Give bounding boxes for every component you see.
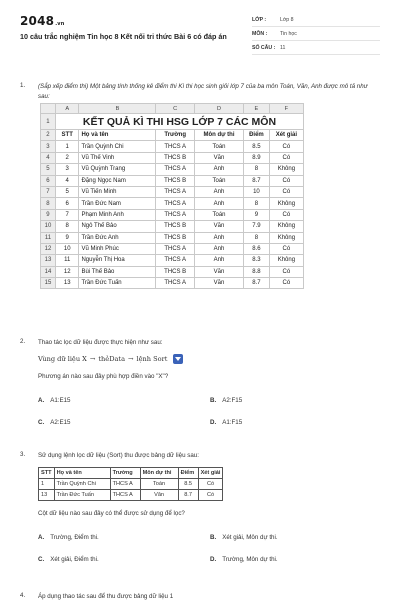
header-cell: Môn dự thi: [140, 468, 178, 479]
option-a[interactable]: [38, 396, 70, 406]
option-text: Trường, Điểm thi.: [50, 534, 99, 541]
row-number: 8: [41, 198, 56, 209]
table-cell: Có: [269, 266, 303, 277]
table-cell: Nguyễn Thị Hoa: [79, 255, 156, 266]
row-number: 11: [41, 232, 56, 243]
table-cell: 2: [55, 152, 79, 163]
table-cell: 11: [55, 255, 79, 266]
table-cell: Có: [269, 278, 303, 289]
column-letter: A: [55, 104, 79, 114]
table-cell: Anh: [194, 243, 243, 254]
table-cell: Có: [269, 141, 303, 152]
table-cell: 8.8: [244, 266, 270, 277]
option-label: B.: [210, 534, 217, 541]
row-number: 1: [41, 114, 56, 130]
option-text: A2:F15: [222, 397, 243, 404]
table-cell: Không: [269, 198, 303, 209]
table-cell: 8: [244, 232, 270, 243]
table-cell: Văn: [194, 221, 243, 232]
table-cell: Toán: [194, 175, 243, 186]
table-cell: 8.9: [244, 152, 270, 163]
question-prompt: Phương án nào sau đây phù hợp điền vào "X"?: [38, 373, 169, 380]
table-cell: 9: [244, 209, 270, 220]
header-cell: Họ và tên: [54, 468, 110, 479]
table-cell: 4: [55, 175, 79, 186]
sorted-table-body: [39, 479, 223, 501]
table-cell: Trần Đức Tuấn: [54, 490, 110, 501]
table-cell: THCS B: [156, 266, 194, 277]
table-cell: Phạm Minh Anh: [79, 209, 156, 220]
document-title: 10 câu trắc nghiệm Tin học 8 Kết nối tri thức Bài 6 có đáp án: [20, 32, 227, 41]
answer-options: [38, 525, 378, 573]
header-cell: STT: [39, 468, 55, 479]
table-cell: 13: [39, 490, 55, 501]
sorted-table-header: [39, 468, 223, 479]
table-cell: Toán: [194, 141, 243, 152]
table-cell: Toán: [194, 209, 243, 220]
header-cell: Xét giải: [269, 130, 303, 141]
option-text: Trường, Môn dự thi.: [222, 556, 278, 563]
option-text: Xét giải, Điểm thi.: [50, 556, 99, 563]
step-text: thẻData: [98, 355, 126, 363]
option-label: A.: [38, 397, 45, 404]
table-cell: Anh: [194, 232, 243, 243]
sorted-table: [38, 467, 223, 501]
row-number: 3: [41, 141, 56, 152]
table-cell: Văn: [194, 152, 243, 163]
row-number: 13: [41, 255, 56, 266]
table-row: [39, 490, 223, 501]
table-cell: Có: [269, 152, 303, 163]
table-cell: Bùi Thế Bảo: [79, 266, 156, 277]
logo-text: 2048: [20, 14, 55, 28]
table-cell: 8.3: [244, 255, 270, 266]
row-number: 7: [41, 186, 56, 197]
table-cell: Trần Đức Tuấn: [79, 278, 156, 289]
option-c[interactable]: [38, 418, 70, 428]
meta-value: Lớp 8: [280, 16, 294, 23]
table-row: [41, 186, 304, 197]
table-cell: 1: [55, 141, 79, 152]
table-row: [41, 266, 304, 277]
spreadsheet-table: [40, 103, 304, 289]
table-cell: 8: [244, 164, 270, 175]
option-b[interactable]: [210, 533, 278, 543]
table-cell: Không: [269, 221, 303, 232]
table-cell: 8.7: [244, 278, 270, 289]
table-cell: 5: [55, 186, 79, 197]
operation-steps: [38, 354, 378, 364]
meta-key: MÔN :: [252, 30, 268, 37]
table-cell: Có: [269, 175, 303, 186]
meta-value: Tin học: [280, 30, 297, 37]
option-label: C.: [38, 556, 45, 563]
header-cell: STT: [55, 130, 79, 141]
question-body: [38, 451, 378, 573]
table-row: [41, 152, 304, 163]
table-cell: THCS A: [156, 164, 194, 175]
table-cell: 13: [55, 278, 79, 289]
header-cell: Trường: [110, 468, 140, 479]
table-cell: Có: [269, 186, 303, 197]
meta-key: LỚP :: [252, 16, 267, 23]
table-cell: Có: [269, 209, 303, 220]
table-cell: THCS A: [110, 490, 140, 501]
question-text: Sử dụng lệnh lọc dữ liệu (Sort) thu được bảng dữ liệu sau:: [38, 452, 199, 459]
question-text: Áp dụng thao tác sau để thu được bảng dữ liệu 1: [38, 593, 174, 600]
table-cell: Anh: [194, 164, 243, 175]
column-letter: E: [244, 104, 270, 114]
question-number: 4.: [20, 592, 26, 599]
header-cell: Xét giải: [198, 468, 223, 479]
site-logo[interactable]: [20, 14, 65, 28]
row-number: 4: [41, 152, 56, 163]
header-cell: Môn dự thi: [194, 130, 243, 141]
logo-suffix: .vn: [55, 21, 65, 27]
table-cell: 8.6: [244, 243, 270, 254]
option-label: D.: [210, 419, 217, 426]
table-row: [41, 164, 304, 175]
table-cell: Trần Quỳnh Chi: [54, 479, 110, 490]
table-cell: Văn: [194, 266, 243, 277]
table-cell: Văn: [194, 278, 243, 289]
option-label: D.: [210, 556, 217, 563]
table-cell: 12: [55, 266, 79, 277]
table-cell: 10: [244, 186, 270, 197]
table-cell: THCS A: [156, 141, 194, 152]
table-row: [41, 278, 304, 289]
table-cell: 9: [55, 232, 79, 243]
table-cell: Có: [198, 490, 223, 501]
option-text: A1:E15: [50, 397, 71, 404]
meta-row-subject: [252, 27, 380, 41]
sheet-body: [41, 141, 304, 289]
table-cell: 8.7: [178, 490, 198, 501]
meta-key: SỐ CÂU :: [252, 44, 276, 51]
table-cell: Trần Quỳnh Chi: [79, 141, 156, 152]
table-row: [41, 198, 304, 209]
question-text: (Sắp xếp điểm thi) Một bảng tính thống kê điểm thi Kì thi học sinh giỏi lớp 7 của ba môn Toán, Văn, Anh được mô tả như sau:: [38, 83, 368, 100]
table-row: [41, 141, 304, 152]
option-text: Xét giải, Môn dự thi.: [222, 534, 278, 541]
question-text: Thao tác lọc dữ liệu được thực hiện như sau:: [38, 339, 163, 346]
option-text: A1:F15: [222, 419, 243, 426]
row-number: 12: [41, 243, 56, 254]
table-cell: 7: [55, 209, 79, 220]
option-label: B.: [210, 397, 217, 404]
question-number: 2.: [20, 338, 26, 345]
corner-cell: [41, 104, 56, 114]
row-number: 9: [41, 209, 56, 220]
option-text: A2:E15: [50, 419, 71, 426]
table-row: [41, 243, 304, 254]
table-cell: 3: [55, 164, 79, 175]
step-text: lệnh Sort: [136, 355, 168, 363]
step-text: Vùng dữ liệu X: [38, 355, 87, 363]
arrow-right-icon: →: [128, 355, 134, 363]
meta-value: 11: [280, 44, 286, 51]
table-cell: THCS A: [156, 186, 194, 197]
table-cell: THCS B: [156, 175, 194, 186]
table-cell: 8.5: [244, 141, 270, 152]
table-cell: THCS A: [156, 243, 194, 254]
row-number: 15: [41, 278, 56, 289]
table-cell: THCS B: [156, 232, 194, 243]
table-cell: 10: [55, 243, 79, 254]
column-letter: C: [156, 104, 194, 114]
table-cell: Không: [269, 232, 303, 243]
table-cell: Có: [198, 479, 223, 490]
table-cell: Có: [269, 243, 303, 254]
table-cell: 1: [39, 479, 55, 490]
table-cell: Anh: [194, 255, 243, 266]
header-cell: Họ và tên: [79, 130, 156, 141]
meta-row-class: [252, 13, 380, 27]
arrow-right-icon: →: [89, 355, 96, 363]
table-cell: Vũ Quỳnh Trang: [79, 164, 156, 175]
answer-options: [38, 388, 378, 436]
row-number: 2: [41, 130, 56, 141]
document-meta: [252, 13, 380, 55]
table-cell: 8.7: [244, 175, 270, 186]
column-letter: D: [194, 104, 243, 114]
table-cell: Trần Đức Nam: [79, 198, 156, 209]
column-letter: F: [269, 104, 303, 114]
table-cell: THCS A: [156, 209, 194, 220]
table-cell: THCS A: [156, 255, 194, 266]
option-d[interactable]: [210, 418, 242, 428]
table-cell: Ngô Thế Bảo: [79, 221, 156, 232]
option-d[interactable]: [210, 555, 278, 565]
table-cell: 6: [55, 198, 79, 209]
table-cell: Trần Đức Anh: [79, 232, 156, 243]
header-cell: Điểm: [244, 130, 270, 141]
column-header-row: [41, 104, 304, 114]
sheet-title: KẾT QUẢ KÌ THI HSG LỚP 7 CÁC MÔN: [55, 114, 303, 130]
table-cell: 8: [244, 198, 270, 209]
row-number: 14: [41, 266, 56, 277]
table-cell: Vũ Minh Phúc: [79, 243, 156, 254]
table-row: [41, 232, 304, 243]
table-cell: Toán: [140, 479, 178, 490]
table-cell: 8.5: [178, 479, 198, 490]
table-cell: Anh: [194, 186, 243, 197]
header-cell: Trường: [156, 130, 194, 141]
sheet-title-row: [41, 114, 304, 130]
question-number: 1.: [20, 82, 26, 89]
table-cell: THCS B: [156, 152, 194, 163]
table-cell: THCS A: [156, 278, 194, 289]
row-number: 10: [41, 221, 56, 232]
header-cell: Điểm: [178, 468, 198, 479]
table-row: [41, 209, 304, 220]
option-label: C.: [38, 419, 45, 426]
option-c[interactable]: [38, 555, 99, 565]
column-letter: B: [79, 104, 156, 114]
question-prompt: Cột dữ liệu nào sau đây có thể được sử dụng để lọc?: [38, 510, 185, 517]
table-cell: THCS B: [156, 221, 194, 232]
question-number: 3.: [20, 451, 26, 458]
option-b[interactable]: [210, 396, 242, 406]
option-a[interactable]: [38, 533, 99, 543]
table-row: [41, 255, 304, 266]
row-number: 5: [41, 164, 56, 175]
table-row: [41, 175, 304, 186]
table-cell: Vũ Thế Vinh: [79, 152, 156, 163]
table-cell: 7.9: [244, 221, 270, 232]
document-header: [0, 0, 400, 64]
option-label: A.: [38, 534, 45, 541]
table-row: [41, 221, 304, 232]
table-cell: Anh: [194, 198, 243, 209]
table-cell: 8: [55, 221, 79, 232]
table-cell: Đặng Ngọc Nam: [79, 175, 156, 186]
table-cell: Không: [269, 164, 303, 175]
table-cell: Vũ Tiến Minh: [79, 186, 156, 197]
table-cell: Văn: [140, 490, 178, 501]
question-body: [38, 338, 378, 436]
table-cell: THCS A: [156, 198, 194, 209]
filter-dropdown-icon: [173, 354, 183, 364]
sheet-header-row: [41, 130, 304, 141]
table-row: [39, 479, 223, 490]
meta-row-count: [252, 41, 380, 55]
table-cell: Không: [269, 255, 303, 266]
row-number: 6: [41, 175, 56, 186]
table-cell: THCS A: [110, 479, 140, 490]
